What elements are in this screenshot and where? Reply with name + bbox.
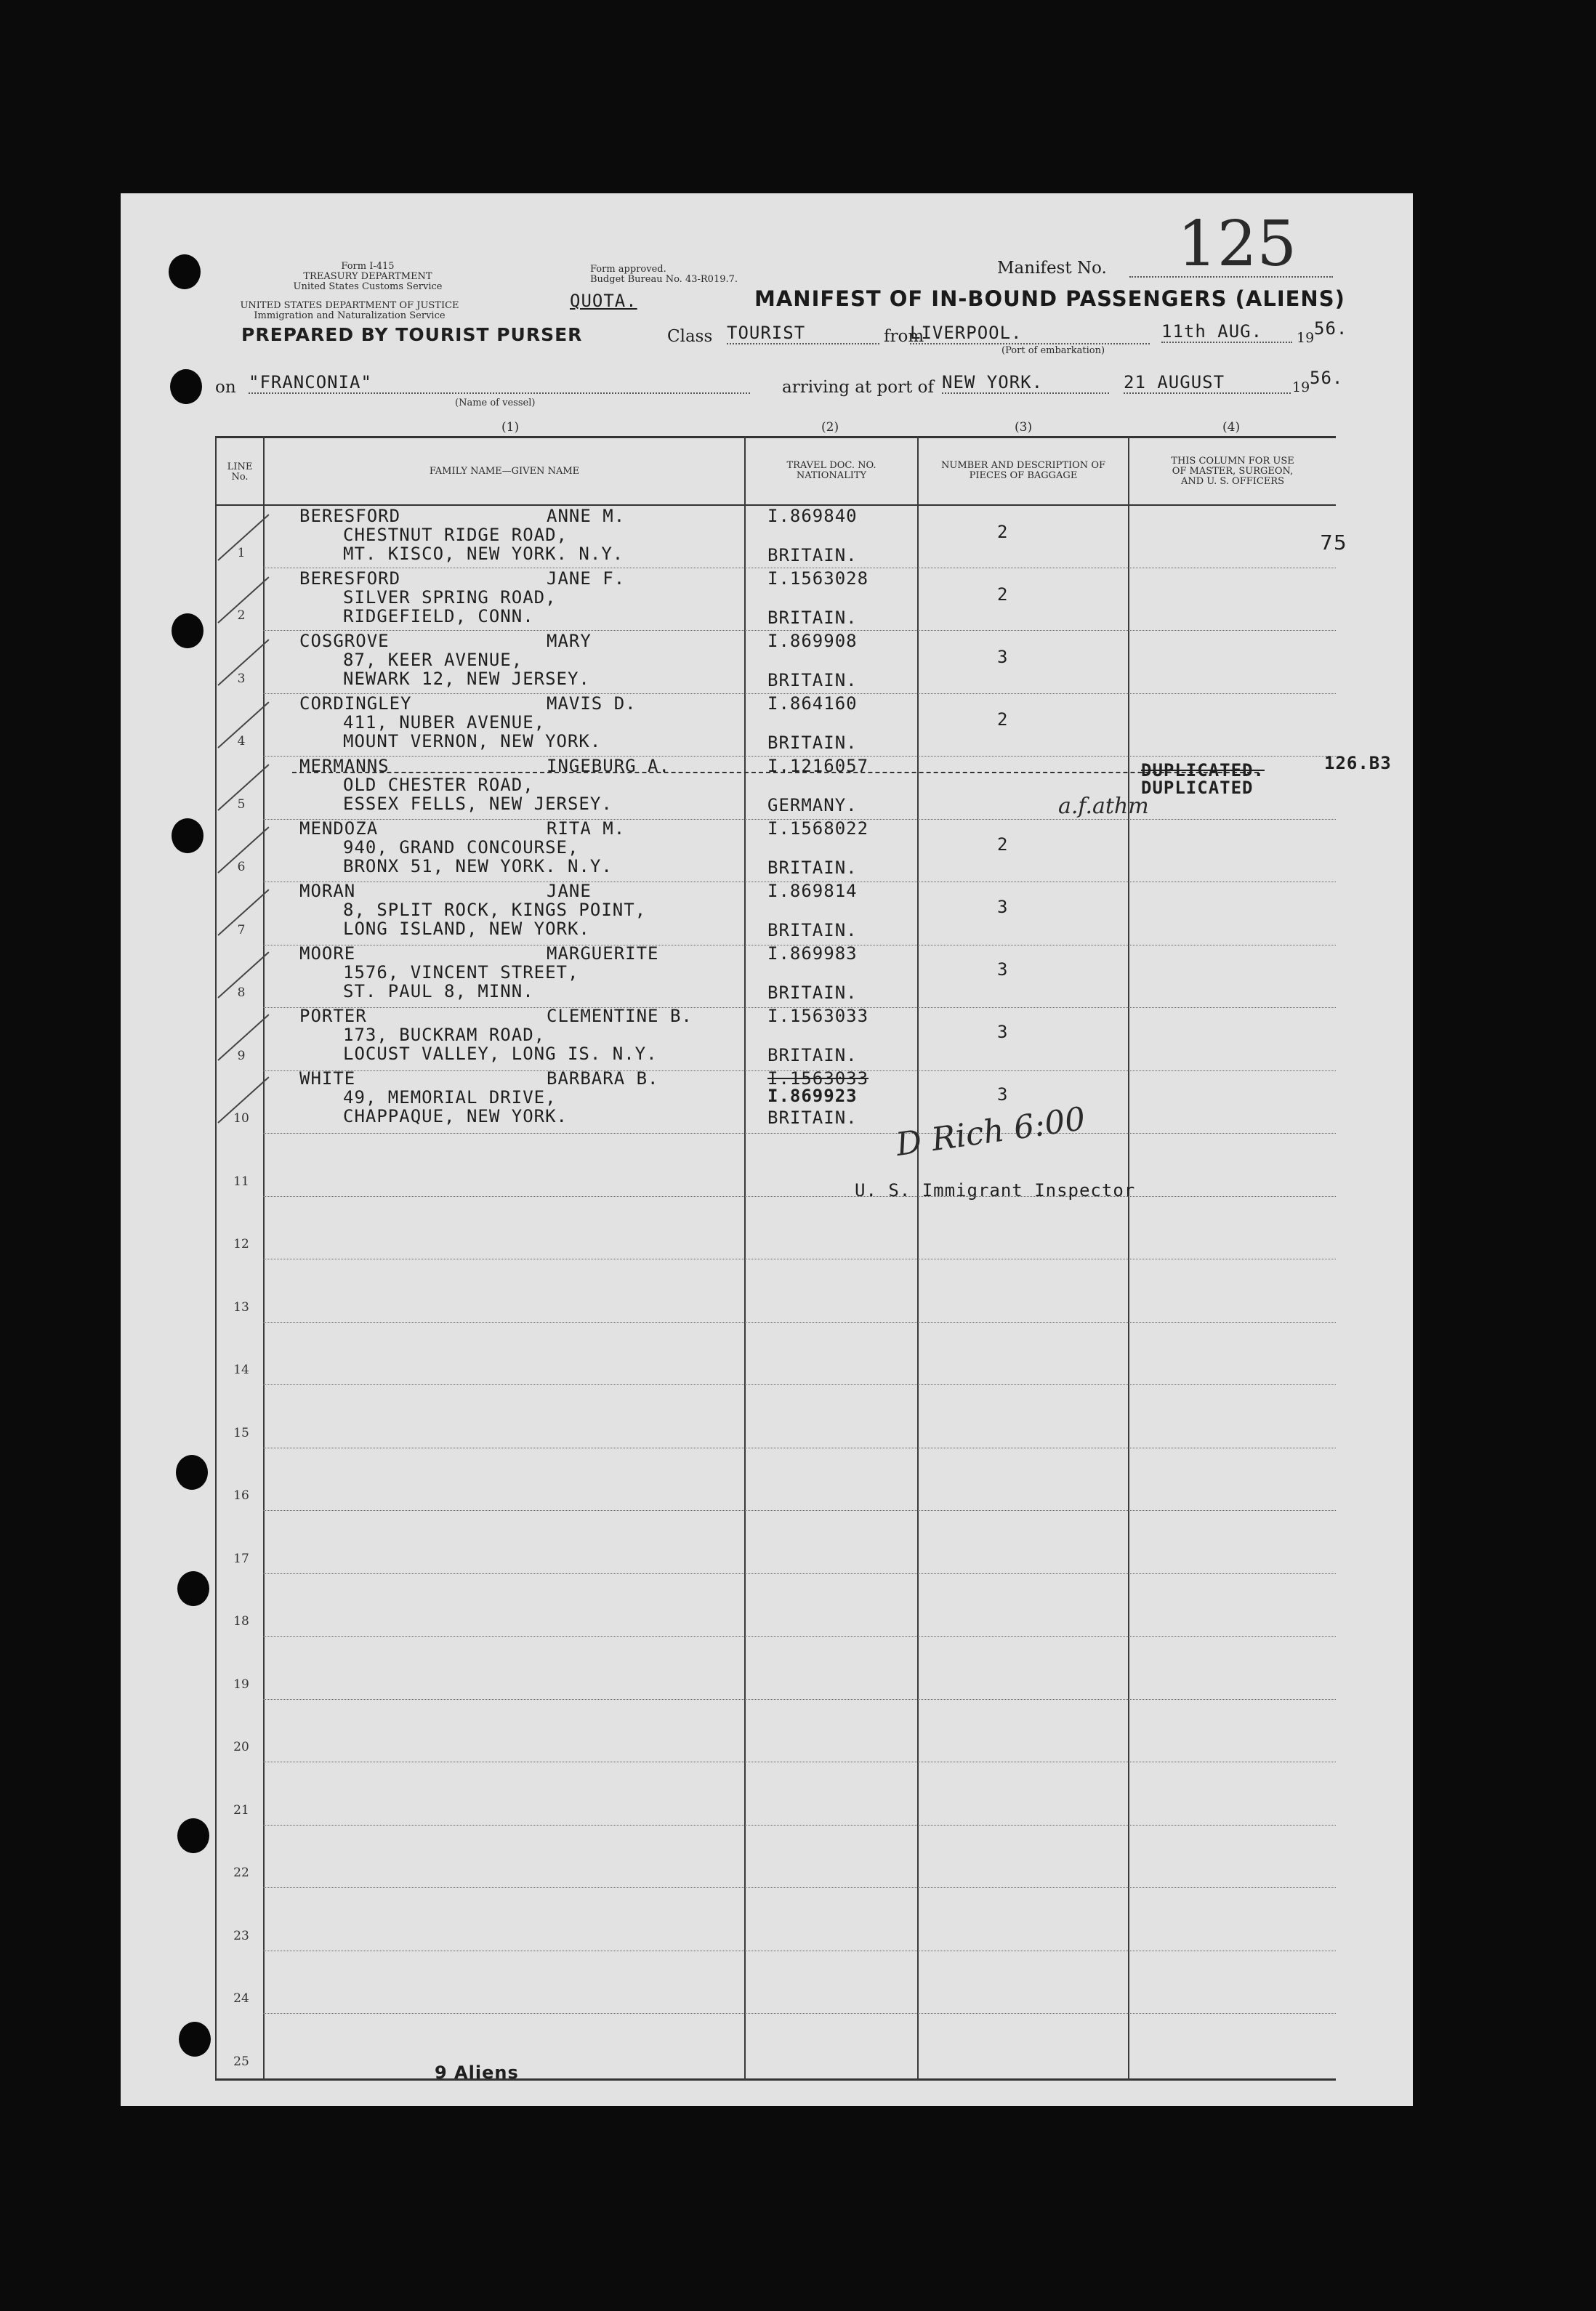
family-name: CORDINGLEY xyxy=(299,693,412,714)
travel-doc-number: I.1563033 xyxy=(767,1006,869,1026)
row-rule xyxy=(263,1699,1336,1701)
binder-hole xyxy=(169,254,201,289)
address-line-2: RIDGEFIELD, CONN. xyxy=(343,606,534,626)
arrival-port: NEW YORK. xyxy=(942,372,1109,394)
nationality: BRITAIN. xyxy=(767,983,858,1003)
address-line-2: ESSEX FELLS, NEW JERSEY. xyxy=(343,794,613,814)
family-name: BERESFORD xyxy=(299,568,401,589)
given-name: JANE F. xyxy=(547,568,626,589)
depart-year-prefix: 19 xyxy=(1297,330,1315,346)
from-label: from xyxy=(884,327,924,346)
address-line-1: 87, KEER AVENUE, xyxy=(343,650,523,670)
binder-hole xyxy=(177,1818,209,1853)
col-divider-name xyxy=(744,436,746,2080)
col-number-3: (3) xyxy=(1015,420,1033,435)
family-name: WHITE xyxy=(299,1068,356,1089)
nationality: BRITAIN. xyxy=(767,608,858,628)
address-line-2: LOCUST VALLEY, LONG IS. N.Y. xyxy=(343,1044,658,1064)
on-label: on xyxy=(215,378,236,397)
address-line-1: 1576, VINCENT STREET, xyxy=(343,962,579,983)
mermanns-strike xyxy=(292,772,1259,775)
header-officers-2: OF MASTER, SURGEON, xyxy=(1172,466,1294,477)
form-number: Form I-415 xyxy=(341,261,395,272)
inspector-signature: D Rich 6:00 xyxy=(893,1100,1088,1164)
nationality: BRITAIN. xyxy=(767,670,858,690)
row-rule xyxy=(263,2013,1336,2014)
arriving-label: arriving at port of xyxy=(782,378,934,397)
nationality: BRITAIN. xyxy=(767,733,858,753)
line-number: 10 xyxy=(233,1111,249,1126)
line-number: 7 xyxy=(237,922,246,937)
nationality: BRITAIN. xyxy=(767,920,858,940)
address-line-1: SILVER SPRING ROAD, xyxy=(343,587,557,608)
col-divider-line xyxy=(263,436,265,2080)
form-approved xyxy=(590,265,738,285)
line-number: 9 xyxy=(237,1048,246,1063)
given-name: CLEMENTINE B. xyxy=(547,1006,693,1026)
duplicate-reference: 126.B3 xyxy=(1324,753,1392,773)
line-number: 24 xyxy=(233,1991,249,2006)
vessel-name: "FRANCONIA" xyxy=(249,372,750,394)
address-line-2: MOUNT VERNON, NEW YORK. xyxy=(343,731,602,751)
quota-stamp: QUOTA. xyxy=(570,291,637,311)
address-line-2: BRONX 51, NEW YORK. N.Y. xyxy=(343,856,613,876)
given-name: MAVIS D. xyxy=(547,693,637,714)
line-number: 4 xyxy=(237,734,246,749)
baggage-count: 3 xyxy=(997,959,1009,980)
customs-service: United States Customs Service xyxy=(293,281,443,292)
treasury-dept: TREASURY DEPARTMENT xyxy=(303,271,432,282)
row-rule xyxy=(263,1887,1336,1889)
vessel-caption: (Name of vessel) xyxy=(455,398,536,408)
family-name: BERESFORD xyxy=(299,506,401,526)
line-number: 3 xyxy=(237,671,246,686)
travel-doc-number: I.1563028 xyxy=(767,568,869,589)
address-line-2: ST. PAUL 8, MINN. xyxy=(343,981,534,1001)
row-rule xyxy=(263,1951,1336,1952)
address-line-1: 411, NUBER AVENUE, xyxy=(343,712,546,733)
line-number: 12 xyxy=(233,1237,249,1251)
line-number: 6 xyxy=(237,860,246,874)
family-name: MORAN xyxy=(299,881,356,901)
header-baggage-desc: NUMBER AND DESCRIPTION OF xyxy=(940,460,1105,471)
row-rule xyxy=(263,1573,1336,1575)
row-rule xyxy=(263,1762,1336,1763)
arrival-year-prefix: 19 xyxy=(1292,379,1310,395)
binder-hole xyxy=(172,818,203,853)
travel-doc-number: I.1216057 xyxy=(767,756,869,776)
travel-doc-number: I.1568022 xyxy=(767,818,869,839)
travel-doc-number: I.869983 xyxy=(767,943,858,964)
header-travel-doc xyxy=(747,461,916,481)
baggage-count: 2 xyxy=(997,709,1009,730)
given-name: JANE xyxy=(547,881,592,901)
header-nationality: NATIONALITY xyxy=(796,470,867,481)
row-rule xyxy=(263,1448,1336,1449)
given-name: MARY xyxy=(547,631,592,651)
family-name: PORTER xyxy=(299,1006,367,1026)
address-line-2: NEWARK 12, NEW JERSEY. xyxy=(343,669,590,689)
binder-hole xyxy=(176,1455,208,1490)
line-number: 17 xyxy=(233,1551,249,1566)
inspector-title: U. S. Immigrant Inspector xyxy=(855,1180,1136,1201)
line-number: 13 xyxy=(233,1299,249,1315)
given-name: BARBARA B. xyxy=(547,1068,659,1089)
address-line-1: CHESTNUT RIDGE ROAD, xyxy=(343,525,568,545)
table-left-border xyxy=(215,436,217,2080)
budget-bureau: Budget Bureau No. 43-R019.7. xyxy=(590,274,738,285)
class-value: TOURIST xyxy=(727,323,879,344)
header-baggage-pieces: PIECES OF BAGGAGE xyxy=(969,470,1078,481)
col-divider-bags xyxy=(1128,436,1129,2080)
justice-dept: UNITED STATES DEPARTMENT OF JUSTICE xyxy=(240,300,459,311)
baggage-count: 2 xyxy=(997,584,1009,605)
binder-hole xyxy=(179,2022,211,2057)
travel-doc-number: I.869814 xyxy=(767,881,858,901)
manifest-no: 125 xyxy=(1177,208,1297,281)
baggage-count: 3 xyxy=(997,647,1009,667)
nationality: BRITAIN. xyxy=(767,1108,858,1128)
address-line-1: 173, BUCKRAM ROAD, xyxy=(343,1025,546,1045)
line-number: 15 xyxy=(233,1425,249,1440)
address-line-2: MT. KISCO, NEW YORK. N.Y. xyxy=(343,544,624,564)
form-approved-label: Form approved. xyxy=(590,264,666,275)
line-number: 22 xyxy=(233,1866,249,1880)
travel-doc-number: I.869908 xyxy=(767,631,858,651)
form-block xyxy=(281,262,455,292)
duplicated-typed: DUPLICATED xyxy=(1141,778,1254,798)
baggage-count: 3 xyxy=(997,1022,1009,1042)
baggage-count: 3 xyxy=(997,897,1009,917)
travel-doc-number-corrected: I.869923 xyxy=(767,1086,858,1106)
line-number: 20 xyxy=(233,1740,249,1754)
nationality: BRITAIN. xyxy=(767,858,858,878)
row-rule xyxy=(263,1825,1336,1826)
port-caption: (Port of embarkation) xyxy=(1001,345,1105,356)
address-line-1: 8, SPLIT ROCK, KINGS POINT, xyxy=(343,900,647,920)
line-number: 21 xyxy=(233,1802,249,1818)
family-name: MERMANNS xyxy=(299,756,390,776)
header-doc-no: TRAVEL DOC. NO. xyxy=(786,460,876,471)
row-rule xyxy=(263,1384,1336,1386)
class-label: Class xyxy=(667,327,713,346)
total-aliens: 9 Aliens xyxy=(435,2062,519,2083)
given-name: RITA M. xyxy=(547,818,626,839)
line-number: 16 xyxy=(233,1488,249,1503)
family-name: MENDOZA xyxy=(299,818,379,839)
family-name: MOORE xyxy=(299,943,356,964)
travel-doc-number: I.1563033 xyxy=(767,1068,869,1089)
line-number: 18 xyxy=(233,1614,249,1629)
officer-note: 75 xyxy=(1320,531,1347,554)
col-number-4: (4) xyxy=(1222,420,1241,435)
duplicated-struck: DUPLICATED. xyxy=(1141,760,1265,781)
table-top-rule xyxy=(215,436,1336,438)
header-officers-1: THIS COLUMN FOR USE xyxy=(1171,456,1294,467)
arrival-date: 21 AUGUST xyxy=(1124,372,1291,394)
header-officers xyxy=(1131,456,1334,487)
col-divider-doc xyxy=(917,436,919,2080)
manifest-sheet xyxy=(121,193,1413,2106)
line-number: 8 xyxy=(237,985,246,1000)
address-line-2: LONG ISLAND, NEW YORK. xyxy=(343,919,590,939)
row-rule xyxy=(263,1636,1336,1637)
baggage-count: 3 xyxy=(997,1084,1009,1105)
arrival-year: 56. xyxy=(1310,368,1344,388)
row-rule xyxy=(263,1510,1336,1512)
ins-service: Immigration and Naturalization Service xyxy=(254,310,446,321)
header-baggage xyxy=(920,461,1127,481)
travel-doc-number: I.864160 xyxy=(767,693,858,714)
line-number: 19 xyxy=(233,1677,249,1692)
manifest-title: MANIFEST OF IN-BOUND PASSENGERS (ALIENS) xyxy=(754,286,1345,311)
given-name: MARGUERITE xyxy=(547,943,659,964)
line-number: 25 xyxy=(233,2054,249,2069)
given-name: INGEBURG A. xyxy=(547,756,670,776)
binder-hole xyxy=(177,1571,209,1606)
from-value: LIVERPOOL. xyxy=(910,323,1150,344)
depart-year: 56. xyxy=(1314,318,1348,339)
dept-block xyxy=(215,301,484,321)
baggage-count: 2 xyxy=(997,522,1009,542)
row-rule xyxy=(263,1322,1336,1323)
col-number-1: (1) xyxy=(501,420,520,435)
nationality: BRITAIN. xyxy=(767,1045,858,1065)
depart-date: 11th AUG. xyxy=(1161,321,1292,343)
given-name: ANNE M. xyxy=(547,506,626,526)
line-number: 5 xyxy=(237,796,246,812)
header-officers-3: AND U. S. OFFICERS xyxy=(1180,476,1285,487)
nationality: BRITAIN. xyxy=(767,545,858,565)
address-line-1: 940, GRAND CONCOURSE, xyxy=(343,837,579,858)
row-rule xyxy=(263,1133,1336,1134)
clerk-initials: a.f.athm xyxy=(1058,794,1149,819)
binder-hole xyxy=(170,369,202,404)
line-number: 14 xyxy=(233,1363,249,1377)
header-line-no: LINE No. xyxy=(227,461,253,483)
line-number: 1 xyxy=(237,545,246,560)
prepared-by: PREPARED BY TOURIST PURSER xyxy=(241,324,583,345)
line-number: 11 xyxy=(233,1174,249,1189)
table-bottom-rule xyxy=(215,2078,1336,2081)
col-number-2: (2) xyxy=(821,420,839,435)
row-rule xyxy=(263,1196,1336,1198)
address-line-2: CHAPPAQUE, NEW YORK. xyxy=(343,1106,568,1126)
family-name: COSGROVE xyxy=(299,631,390,651)
nationality: GERMANY. xyxy=(767,795,858,815)
line-number: 2 xyxy=(237,608,246,623)
address-line-1: OLD CHESTER ROAD, xyxy=(343,775,534,795)
baggage-count: 2 xyxy=(997,834,1009,855)
binder-hole xyxy=(172,613,203,648)
row-rule xyxy=(263,1259,1336,1260)
address-line-1: 49, MEMORIAL DRIVE, xyxy=(343,1087,557,1108)
travel-doc-number: I.869840 xyxy=(767,506,858,526)
line-number: 23 xyxy=(233,1928,249,1943)
manifest-no-label: Manifest No. xyxy=(997,259,1107,278)
header-name: FAMILY NAME—GIVEN NAME xyxy=(429,466,580,477)
